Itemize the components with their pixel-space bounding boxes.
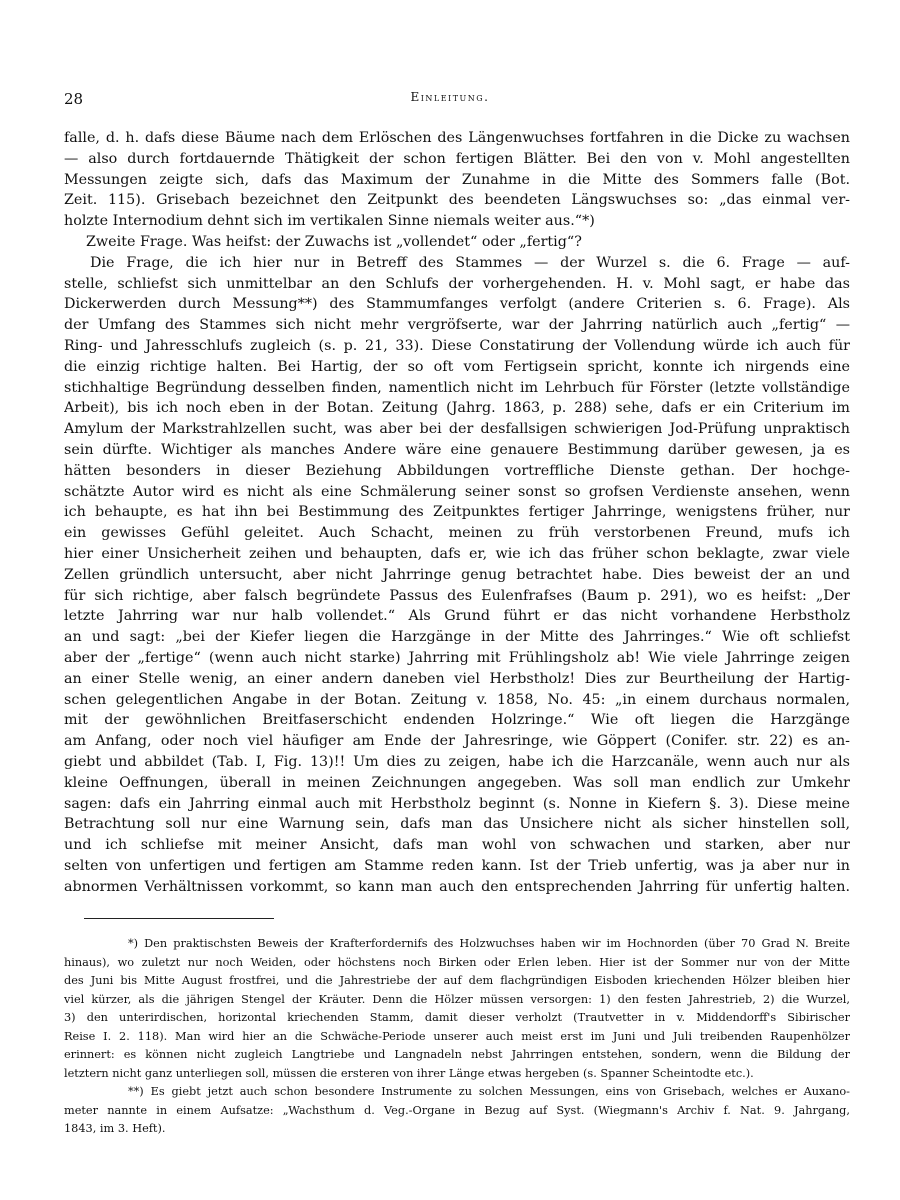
body-line: und ich schliefse mit meiner Ansicht, dafs man wohl von schwachen und starken, aber nur — [64, 837, 850, 854]
footnotes — [64, 935, 850, 1139]
footnote-line: des Juni bis Mitte August frostfrei, und die Jahrestriebe der auf dem flachgründigen Eisboden kriechenden Hölzer bleiben hier — [64, 974, 850, 987]
body-line: Messungen zeigte sich, dafs das Maximum der Zunahme in die Mitte des Sommers falle (Bot. — [64, 171, 850, 188]
footnote-line: erinnert: es können nicht zugleich Langtriebe und Langnadeln nebst Jahrringen entstehen, sondern, wenn die Bildung der — [64, 1048, 850, 1061]
body-line: am Anfang, oder noch viel häufiger am Ende der Jahresringe, wie Göppert (Conifer. str. 22) es an- — [64, 733, 850, 750]
body-line: für sich richtige, aber falsch begründete Passus des Eulenfrafses (Baum p. 291), wo es heifst: „Der — [64, 587, 850, 604]
footnote-separator — [84, 918, 274, 919]
footnote-line: Reise I. 2. 118). Man wird hier an die Schwäche-Periode unserer auch meist erst im Juni und Juli treibenden Raupenhölzer — [64, 1029, 850, 1043]
body-line: kleine Oeffnungen, überall in meinen Zeichnungen angegeben. Was soll man endlich zur Umkehr — [64, 774, 850, 791]
body-line: abnormen Verhältnissen vorkommt, so kann man auch den entsprechenden Jahrring für unfertig halten. — [64, 878, 850, 895]
body-line: stichhaltige Begründung desselben finden, namentlich nicht im Lehrbuch für Förster (letzte vollständige — [64, 379, 850, 396]
body-line: falle, d. h. dafs diese Bäume nach dem Erlöschen des Längenwuchses fortfahren in die Dicke zu wachsen — [64, 130, 850, 146]
body-line: ein gewisses Gefühl geleitet. Auch Schacht, meinen zu früh verstorbenen Freund, mufs ich — [64, 525, 850, 542]
running-title: Einleitung. — [410, 90, 490, 104]
body-line: Dickerwerden durch Messung**) des Stammumfanges verfolgt (andere Criterien s. 6. Frage). Als — [64, 296, 850, 313]
body-line: Ring- und Jahresschlufs zugleich (s. p. 21, 33). Diese Constatirung der Vollendung würde ich auch für — [64, 337, 850, 354]
body-line: sagen: dafs ein Jahrring einmal auch mit Herbstholz beginnt (s. Nonne in Kiefern §. 3). Diese meine — [64, 795, 850, 812]
body-line: giebt und abbildet (Tab. I, Fig. 13)!! Um dies zu zeigen, habe ich die Harzcanäle, wenn auch nur als — [64, 753, 850, 770]
footnote-line: **) Es giebt jetzt auch schon besondere Instrumente zu solchen Messungen, eins von Grisebach, welches er Auxano- — [128, 1085, 850, 1098]
body-line: schätzte Autor wird es nicht als eine Schmälerung seiner sonst so grofsen Verdienste ansehen, wenn — [64, 483, 850, 500]
footnote-line: 1843, im 3. Heft). — [64, 1122, 166, 1135]
page-number: 28 — [64, 90, 84, 108]
body-line: hätten besonders in dieser Beziehung Abbildungen vortreffliche Dienste gethan. Der hochge- — [64, 462, 850, 479]
body-line: Die Frage, die ich hier nur in Betreff des Stammes — der Wurzel s. die 6. Frage — auf- — [90, 254, 850, 271]
body-line: mit der gewöhnlichen Breitfaserschicht endenden Holzringe.“ Wie oft liegen die Harzgänge — [64, 712, 850, 729]
body-line: aber der „fertige“ (wenn auch nicht starke) Jahrring mit Frühlingsholz ab! Wie viele Jahrringe zeigen — [64, 649, 850, 666]
body-line: Zellen gründlich untersucht, aber nicht Jahrringe genug betrachtet habe. Dies beweist der an und — [64, 566, 850, 583]
section-heading-line: Zweite Frage. Was heifst: der Zuwachs ist „vollendet“ oder „fertig“? — [86, 233, 582, 250]
body-line: hier einer Unsicherheit zeihen und behaupten, dafs er, wie ich das früher schon beklagte, zwar viele — [64, 545, 850, 562]
body-line: die einzig richtige halten. Bei Hartig, der so oft vom Fertigsein spricht, konnte ich nirgends eine — [64, 358, 850, 375]
body-line: stelle, schliefst sich unmittelbar an den Schlufs der vorhergehenden. H. v. Mohl sagt, er habe das — [64, 275, 850, 292]
body-line: — also durch fortdauernde Thätigkeit der schon fertigen Blätter. Bei den von v. Mohl angestellten — [64, 150, 850, 167]
footnote-line: hinaus), wo zuletzt nur noch Weiden, oder höchstens noch Birken oder Erlen leben. Hier ist der Sommer nur von der Mitte — [64, 955, 850, 969]
body-line: selten von unfertigen und fertigen am Stamme reden kann. Ist der Trieb unfertig, was ja aber nur in — [64, 857, 850, 874]
footnote-line: 3) den unterirdischen, horizontal kriechenden Stamm, damit dieser verholzt (Trautvetter in v. Middendorff's Sibirischer — [64, 1011, 850, 1024]
body-line: letzte Jahrring war nur halb vollendet.“ Als Grund führt er das nicht vorhandene Herbstholz — [64, 608, 850, 625]
body-line: Amylum der Markstrahlzellen sucht, was aber bei der desfallsigen schwierigen Jod-Prüfung unpraktisch — [64, 421, 850, 438]
body-line: holzte Internodium dehnt sich im vertikalen Sinne niemals weiter aus.“*) — [64, 213, 595, 230]
body-line: sein dürfte. Wichtiger als manches Andere wäre eine genauere Bestimmung darüber gewesen, ja es — [64, 441, 850, 458]
footnote-line: meter nannte in einem Aufsatze: „Wachsthum d. Veg.-Organe in Bezug auf Syst. (Wiegmann's Archiv f. Nat. 9. Jahrgang, — [64, 1103, 850, 1117]
body-line: Zeit. 115). Grisebach bezeichnet den Zeitpunkt des beendeten Längswuchses so: „das einmal ver- — [64, 192, 850, 209]
footnote-line: *) Den praktischsten Beweis der Krafterfordernifs des Holzwuchses haben wir im Hochnorden (über 70 Grad N. Breite — [128, 937, 850, 950]
body-line: an und sagt: „bei der Kiefer liegen die Harzgänge in der Mitte des Jahrringes.“ Wie oft schliefst — [64, 629, 850, 646]
body-text — [64, 128, 850, 897]
body-line: schen gelegentlichen Angabe in der Botan. Zeitung v. 1858, No. 45: „in einem durchaus normalen, — [64, 691, 850, 708]
body-line: ich behaupte, es hat ihn bei Bestimmung des Zeitpunktes fertiger Jahrringe, wenigstens früher, nur — [64, 504, 850, 521]
body-line: Betrachtung soll nur eine Warnung sein, dafs man das Unsichere nicht als sicher hinstellen soll, — [64, 816, 850, 833]
footnote-line: viel kürzer, als die jährigen Stengel der Kräuter. Denn die Hölzer müssen versorgen: 1) den festen Jahrestrieb, 2) die Wurzel, — [64, 992, 850, 1006]
body-line: Arbeit), bis ich noch eben in der Botan. Zeitung (Jahrg. 1863, p. 288) sehe, dafs er ein Criterium im — [64, 400, 850, 417]
body-line: an einer Stelle wenig, an einer andern daneben viel Herbstholz! Dies zur Beurtheilung der Hartig- — [64, 670, 850, 687]
footnote-line: letztern nicht ganz unterliegen soll, müssen die ersteren von ihrer Länge etwas hergeben (s. Spanner Scheintodte etc.). — [64, 1066, 754, 1080]
body-line: der Umfang des Stammes sich nicht mehr vergröfserte, war der Jahrring natürlich auch „fertig“ — — [64, 317, 850, 334]
